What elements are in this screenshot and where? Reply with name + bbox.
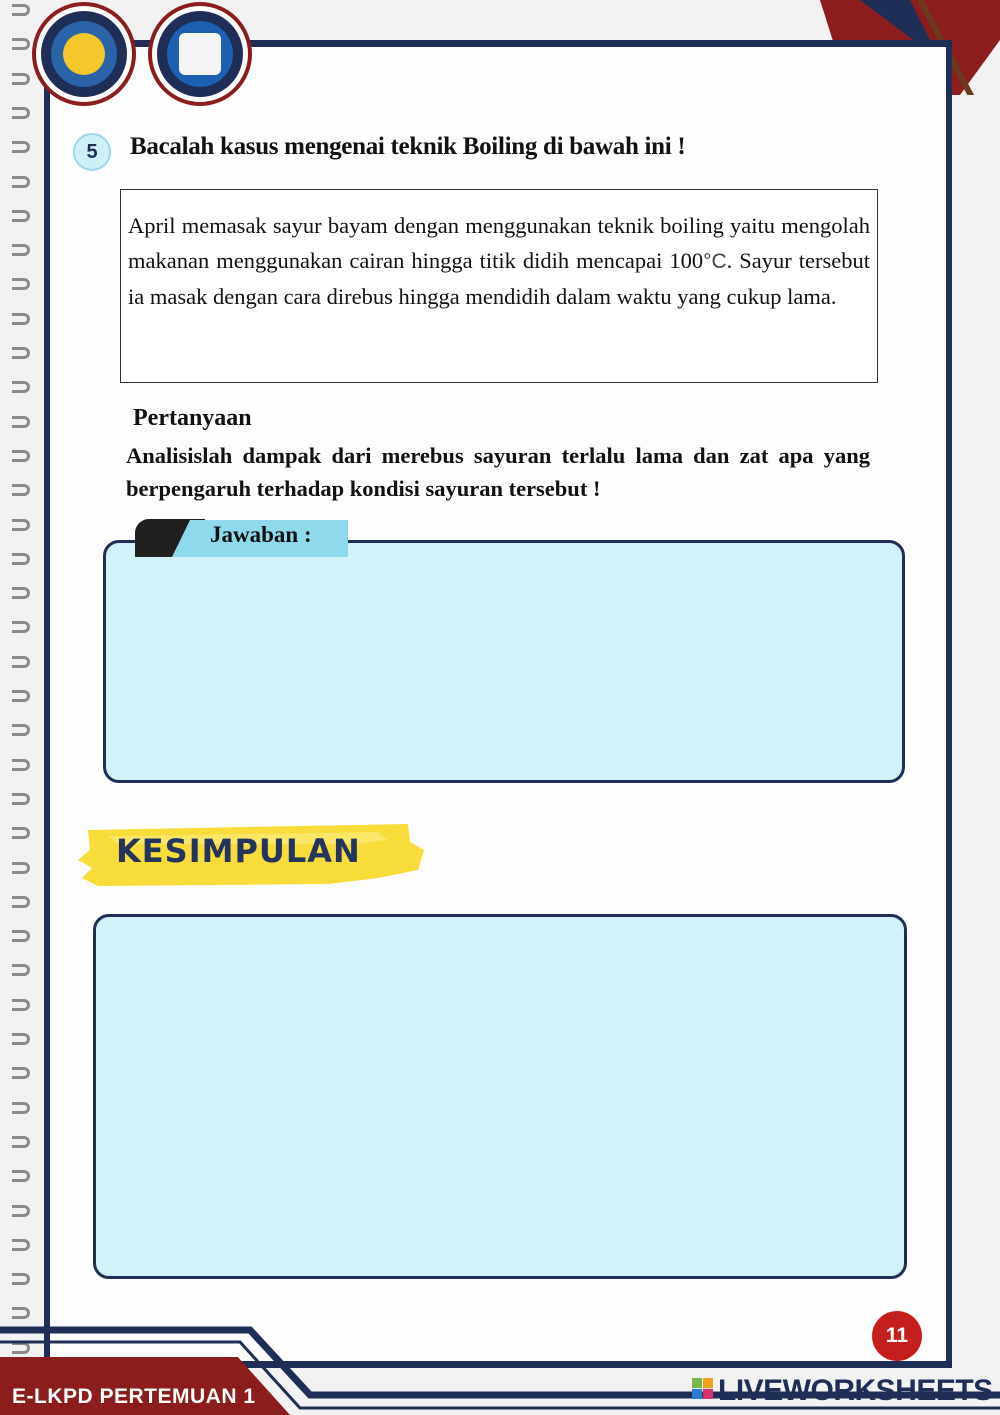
- spiral-ring: [12, 484, 30, 496]
- spiral-ring: [12, 862, 30, 874]
- spiral-ring: [12, 1307, 30, 1319]
- answer-textbox[interactable]: [103, 540, 905, 783]
- spiral-ring: [12, 930, 30, 942]
- question-number-badge: 5: [73, 133, 111, 171]
- spiral-ring: [12, 690, 30, 702]
- spiral-ring: [12, 176, 30, 188]
- spiral-ring: [12, 244, 30, 256]
- question-label: Pertanyaan: [133, 405, 252, 431]
- question-title: Bacalah kasus mengenai teknik Boiling di bawah ini !: [130, 133, 686, 160]
- spiral-ring: [12, 1033, 30, 1045]
- spiral-ring: [12, 896, 30, 908]
- case-box: [120, 189, 878, 383]
- spiral-binding: [4, 0, 40, 1415]
- case-text: April memasak sayur bayam dengan menggunakan teknik boiling yaitu mengolah makanan menggunakan cairan hingga titik didih mencapai 100°C. Sayur tersebut ia masak dengan cara direbus hingga mendidih dalam waktu yang cukup lama.: [128, 213, 870, 309]
- spiral-ring: [12, 347, 30, 359]
- spiral-ring: [12, 964, 30, 976]
- spiral-ring: [12, 793, 30, 805]
- liveworksheets-brand[interactable]: [692, 1374, 993, 1408]
- spiral-ring: [12, 1239, 30, 1251]
- spiral-ring: [12, 621, 30, 633]
- spiral-ring: [12, 724, 30, 736]
- spiral-ring: [12, 278, 30, 290]
- conclusion-title: KESIMPULAN: [116, 832, 361, 870]
- spiral-ring: [12, 1205, 30, 1217]
- spiral-ring: [12, 827, 30, 839]
- page-number: 11: [872, 1311, 922, 1361]
- spiral-ring: [12, 416, 30, 428]
- liveworksheets-text: LIVEWORKSHEETS: [718, 1374, 993, 1407]
- spiral-ring: [12, 1170, 30, 1182]
- spiral-ring: [12, 1102, 30, 1114]
- spiral-ring: [12, 1273, 30, 1285]
- question-prompt: Analisislah dampak dari merebus sayuran terlalu lama dan zat apa yang berpengaruh terhadap kondisi sayuran tersebut !: [126, 443, 870, 501]
- spiral-ring: [12, 553, 30, 565]
- spiral-ring: [12, 759, 30, 771]
- answer-label: Jawaban :: [210, 522, 312, 547]
- spiral-ring: [12, 1067, 30, 1079]
- ministry-logo: [152, 6, 248, 102]
- spiral-ring: [12, 381, 30, 393]
- spiral-ring: [12, 107, 30, 119]
- spiral-ring: [12, 4, 30, 16]
- spiral-ring: [12, 1136, 30, 1148]
- spiral-ring: [12, 141, 30, 153]
- spiral-ring: [12, 313, 30, 325]
- spiral-ring: [12, 656, 30, 668]
- celsius-unit: °C: [703, 250, 727, 273]
- conclusion-textbox[interactable]: [93, 914, 907, 1279]
- liveworksheets-icon: [692, 1378, 714, 1400]
- spiral-ring: [12, 210, 30, 222]
- spiral-ring: [12, 519, 30, 531]
- spiral-ring: [12, 73, 30, 85]
- spiral-ring: [12, 587, 30, 599]
- spiral-ring: [12, 450, 30, 462]
- spiral-ring: [12, 999, 30, 1011]
- school-logo: [36, 6, 132, 102]
- spiral-ring: [12, 38, 30, 50]
- footer-label: E-LKPD PERTEMUAN 1: [12, 1385, 256, 1408]
